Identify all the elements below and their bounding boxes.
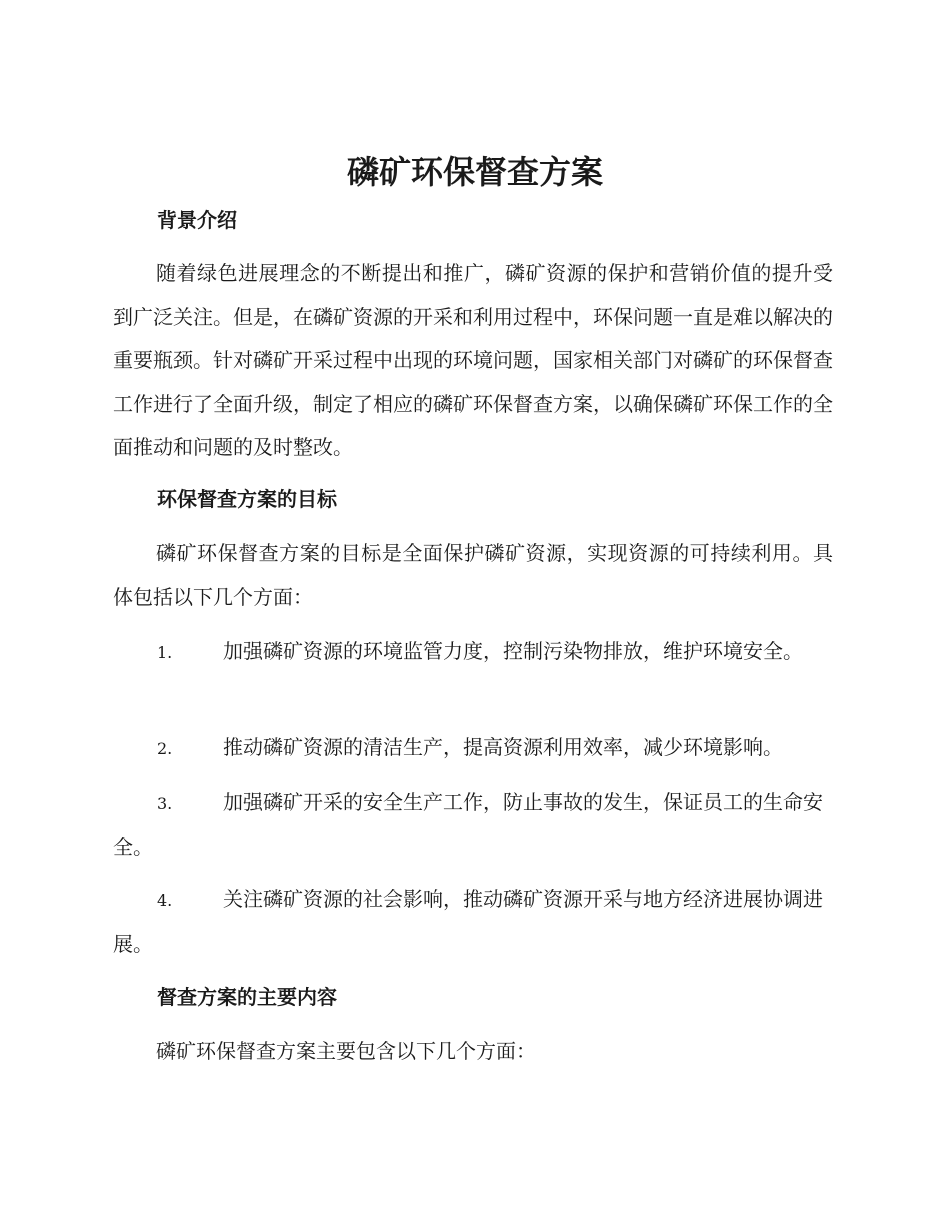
list-item-text: 关注磷矿资源的社会影响，推动磷矿资源开采与地方经济进展协调进展。	[113, 887, 823, 956]
list-item-number: 2.	[157, 739, 173, 758]
list-item	[113, 726, 833, 771]
list-item-number: 1.	[157, 643, 173, 662]
list-item	[113, 630, 833, 675]
paragraph-background: 随着绿色进展理念的不断提出和推广，磷矿资源的保护和营销价值的提升受到广泛关注。但是，在磷矿资源的开采和利用过程中，环保问题一直是难以解决的重要瓶颈。针对磷矿开采过程中出现的环境问题，国家相关部门对磷矿的环保督查工作进行了全面升级，制定了相应的磷矿环保督查方案，以确保磷矿环保工作的全面推动和问题的及时整改。	[113, 261, 833, 459]
section-heading-background: 背景介绍	[157, 208, 237, 232]
document-title: 磷矿环保督查方案	[346, 153, 603, 191]
list-item-text: 加强磷矿开采的安全生产工作，防止事故的发生，保证员工的生命安全。	[113, 790, 823, 859]
list-item-text: 加强磷矿资源的环境监管力度，控制污染物排放，维护环境安全。	[223, 639, 803, 663]
list-item-text: 推动磷矿资源的清洁生产，提高资源利用效率，减少环境影响。	[223, 735, 783, 759]
list-item	[113, 878, 833, 966]
list-item	[113, 781, 833, 869]
section-heading-goals: 环保督查方案的目标	[157, 487, 337, 511]
paragraph-goals: 磷矿环保督查方案的目标是全面保护磷矿资源，实现资源的可持续利用。具体包括以下几个方面：	[113, 541, 833, 609]
list-item-number: 4.	[157, 891, 173, 910]
list-item-number: 3.	[157, 794, 173, 813]
section-heading-main-content: 督查方案的主要内容	[157, 985, 337, 1009]
paragraph-main-content: 磷矿环保督查方案主要包含以下几个方面：	[156, 1039, 536, 1063]
